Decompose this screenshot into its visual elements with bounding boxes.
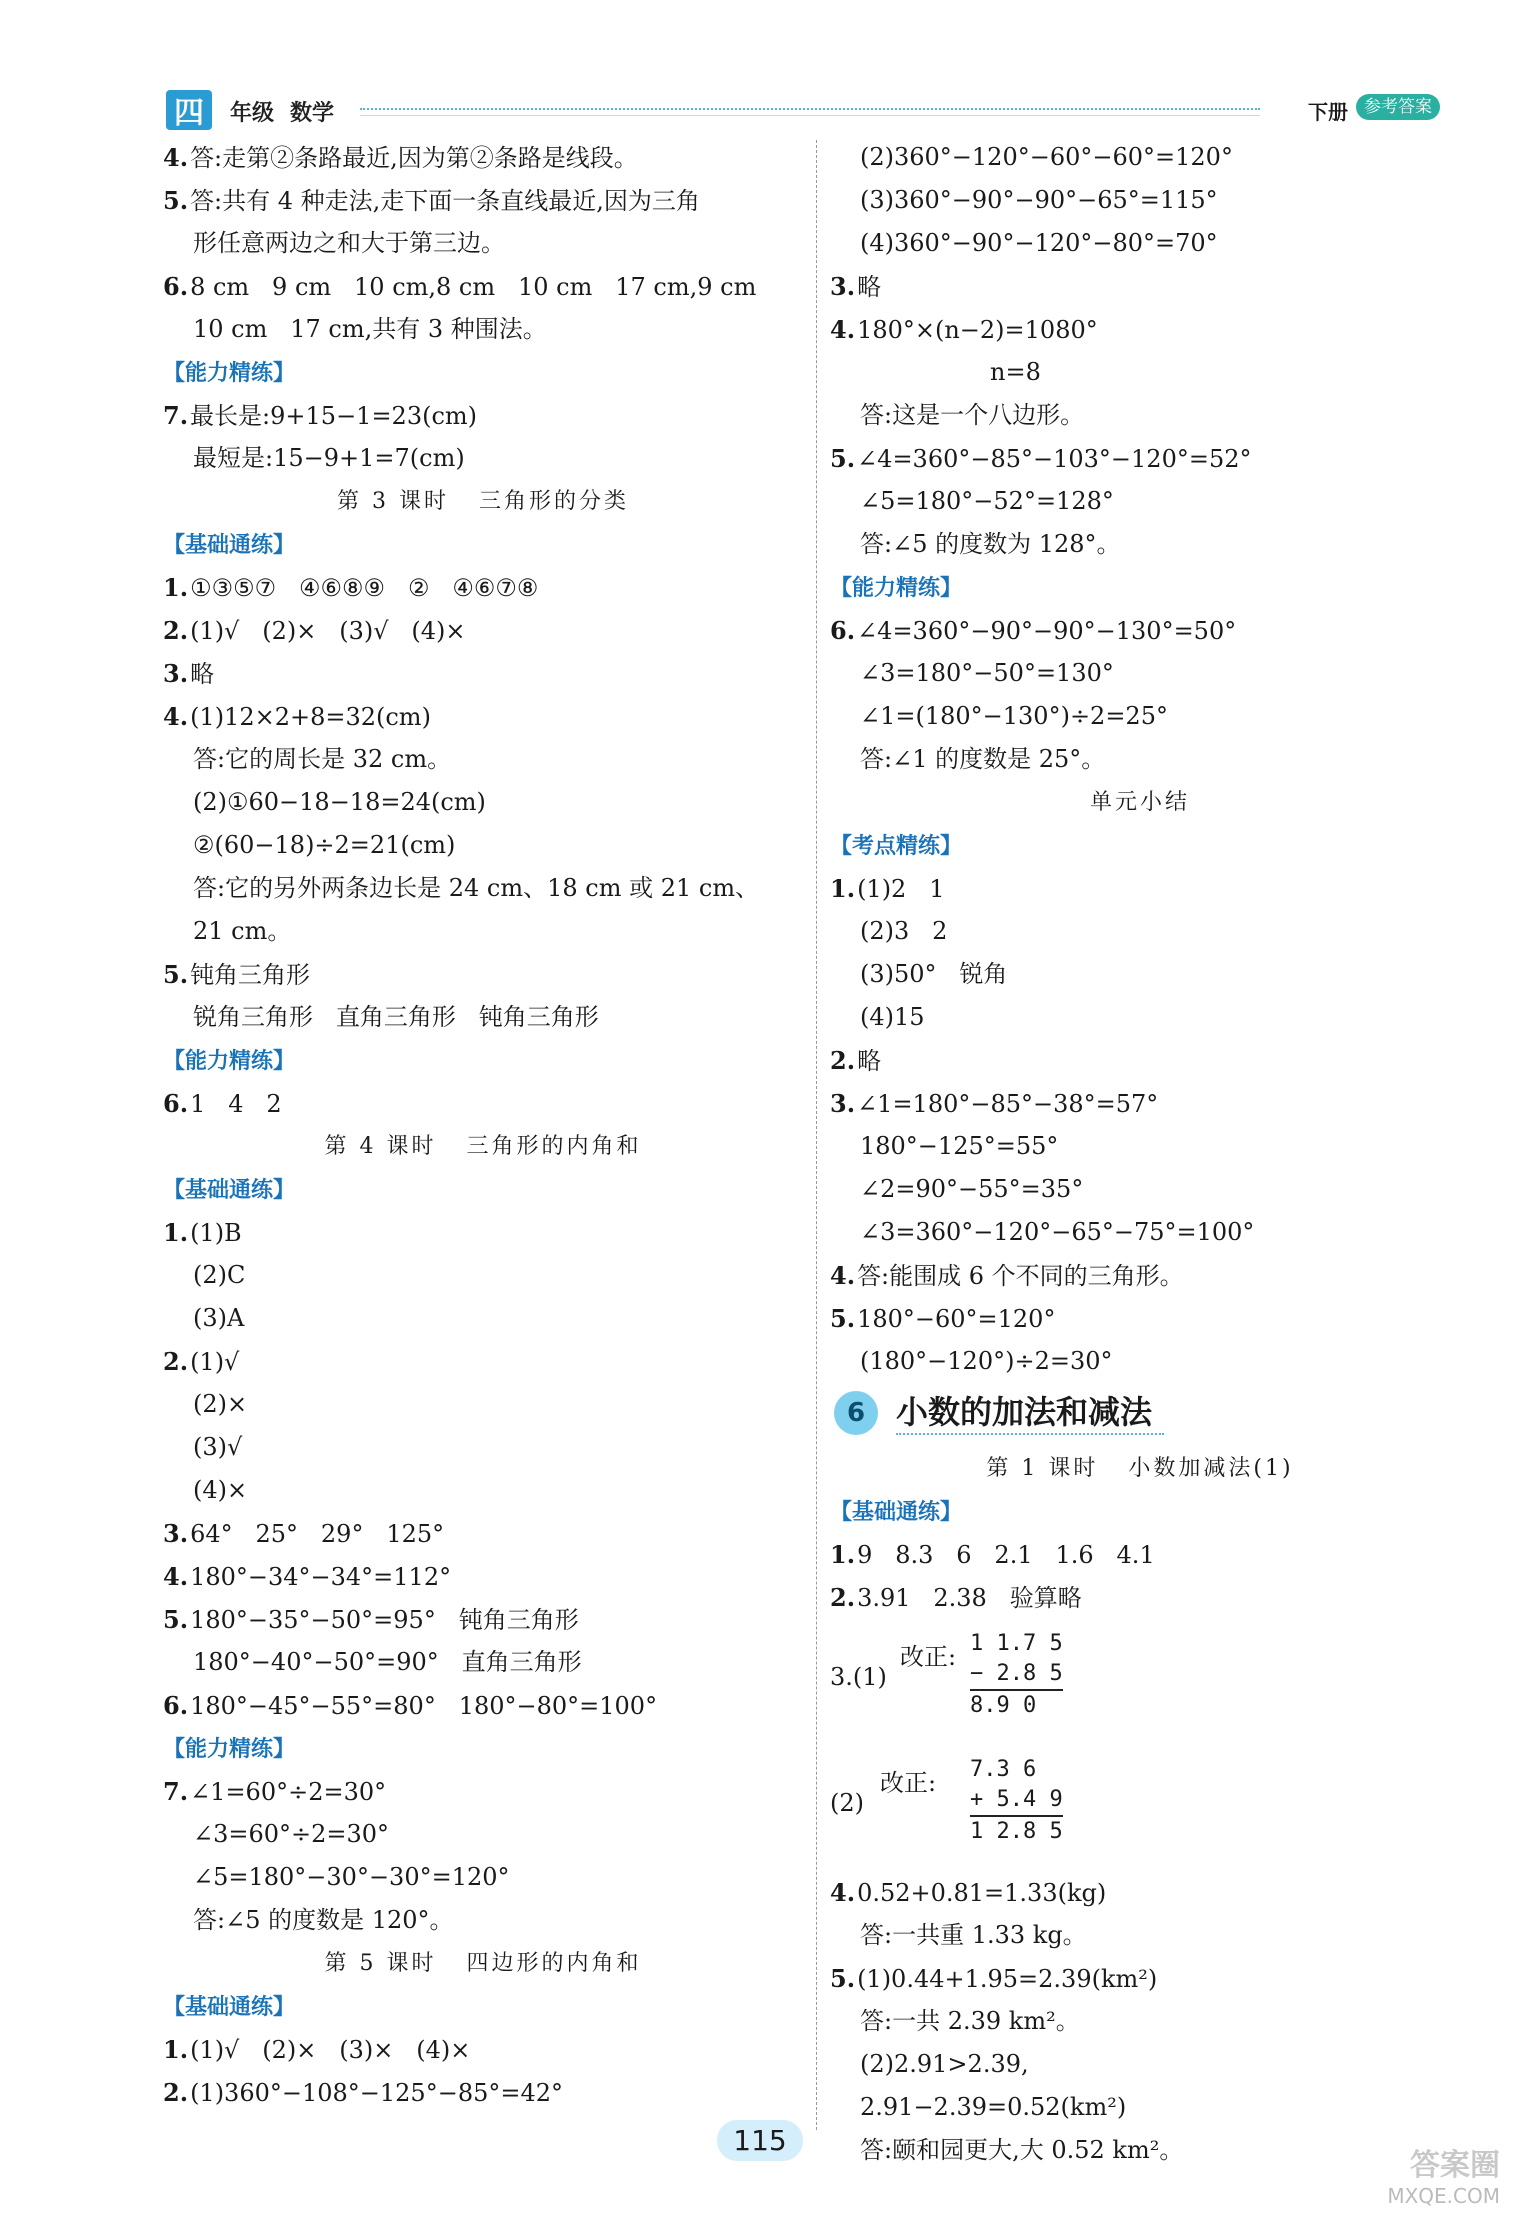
unit-title: 小数的加法和减法 [896,1387,1164,1435]
section-tag-label: 【能力精练】 [163,1737,296,1762]
page-header [160,88,1460,132]
answer-line [163,1211,803,1254]
right-column [830,136,1450,2172]
answer-line [830,1168,1450,1211]
question-number: 4. [163,702,189,731]
answer-line [163,1641,803,1684]
section-tag-label: 【考点精练】 [830,834,963,859]
answer-text: (1)B [190,1219,242,1247]
answer-text: 答:∠5 的度数为 128°。 [860,530,1121,558]
calc-result-row: 8.9 0 [970,1689,1063,1721]
answer-text: (3)360°−90°−90°−65°=115° [860,186,1218,214]
question-number: 5. [163,960,189,989]
answer-text: (2)2.91>2.39, [860,2050,1029,2078]
answer-text: 最长是:9+15−1=23(cm) [190,402,478,430]
answer-line [830,394,1450,437]
answer-text: 锐角三角形 直角三角形 钝角三角形 [193,1003,599,1031]
answer-text: 180°−60°=120° [857,1305,1056,1333]
answer-text: 21 cm。 [193,917,292,945]
answer-line [163,738,803,781]
answer-text: 答:它的另外两条边长是 24 cm、18 cm 或 21 cm、 [193,874,760,902]
calc-columns [970,1629,1063,1721]
section-tag [830,566,1450,609]
lesson-title: 第 4 课时 三角形的内角和 [324,1134,642,1159]
lesson-title: 第 3 课时 三角形的分类 [337,489,629,514]
question-number: 6. [163,1691,189,1720]
answer-text: 答:它的周长是 32 cm。 [193,745,452,773]
lesson-title: 第 5 课时 四边形的内角和 [324,1951,642,1976]
question-number: 2. [163,616,189,645]
question-number: 5. [830,444,856,473]
answer-line [163,609,803,652]
question-number: 2. [163,2078,189,2107]
answer-line [163,652,803,695]
header-divider [360,108,1260,110]
answer-line [163,1082,803,1125]
answer-text: (1)2 1 [857,875,945,903]
answer-line [830,1914,1450,1957]
calc-operand-row: − 2.8 5 [970,1661,1063,1686]
answer-line [830,1871,1450,1914]
answer-text: 答:一共重 1.33 kg。 [860,1921,1087,1949]
question-number: 4. [830,1878,856,1907]
right-top-section [830,136,1450,1383]
answer-text: 略 [857,273,882,301]
question-number: 4. [830,315,856,344]
answer-text: (3)A [193,1304,245,1332]
answer-text: ∠3=360°−120°−65°−75°=100° [860,1218,1255,1246]
answer-line [163,1297,803,1340]
question-number: 4. [163,143,189,172]
section-tag-label: 【能力精练】 [163,361,296,386]
answer-text: 答:共有 4 种走法,走下面一条直线最近,因为三角 [190,187,700,215]
answer-text: 180°−34°−34°=112° [190,1563,452,1591]
answer-line [830,2043,1450,2086]
answer-line [830,1254,1450,1297]
vertical-calculation [830,1745,1450,1871]
answer-text: n=8 [990,358,1041,386]
answer-line [163,1512,803,1555]
page-number: 115 [0,2124,1520,2157]
question-number: 4. [830,1261,856,1290]
answer-line [163,1684,803,1727]
answer-line [163,136,803,179]
answer-text: 答:∠1 的度数是 25°。 [860,745,1106,773]
answer-line [163,1383,803,1426]
answer-text: (4)360°−90°−120°−80°=70° [860,229,1218,257]
volume-label: 下册 [1308,100,1348,124]
answer-line [830,996,1450,1039]
section-tag [830,824,1450,867]
answer-text: ∠1=180°−85°−38°=57° [857,1090,1159,1118]
question-number: 5. [163,1605,189,1634]
question-number: 7. [163,401,189,430]
answer-text: 答:一共 2.39 km²。 [860,2007,1080,2035]
section-tag-label: 【基础通练】 [830,1500,963,1525]
header-divider-secondary [360,115,1260,116]
answer-text: (4)15 [860,1003,925,1031]
answer-text: ∠1=60°÷2=30° [190,1778,387,1806]
answer-text: 答:∠5 的度数是 120°。 [193,1906,454,1934]
answer-text: 180°−45°−55°=80° 180°−80°=100° [190,1692,658,1720]
answer-line [830,222,1450,265]
answer-text: 1 4 2 [190,1090,282,1118]
answer-line [163,1598,803,1641]
question-number: 7. [163,1777,189,1806]
answer-line [163,824,803,867]
answer-text: ②(60−18)÷2=21(cm) [193,831,456,859]
question-number: 2. [163,1347,189,1376]
answer-text: (2)360°−120°−60°−60°=120° [860,143,1233,171]
answer-text: 64° 25° 29° 125° [190,1520,445,1548]
question-number: 2. [830,1046,856,1075]
left-column [163,136,803,2114]
answer-line [830,308,1450,351]
answer-line [163,308,803,351]
question-number: 5. [830,1964,856,1993]
section-tag-label: 【基础通练】 [163,1995,296,2020]
answer-line [830,910,1450,953]
grade-label: 年级 [230,101,275,126]
section-tag [163,1985,803,2028]
vertical-calculations [830,1619,1450,1871]
answer-line [163,265,803,308]
answer-line [163,394,803,437]
answer-text: ∠2=90°−55°=35° [860,1175,1084,1203]
answer-text: 最短是:15−9+1=7(cm) [193,444,465,472]
answer-text: 答:走第②条路最近,因为第②条路是线段。 [190,144,638,172]
question-number: 5. [163,186,189,215]
answer-line [163,1254,803,1297]
answer-text: 180°×(n−2)=1080° [857,316,1098,344]
question-number: 3. [830,1089,856,1118]
answer-line [163,996,803,1039]
answer-text: (1)√ (2)× (3)× (4)× [190,2036,471,2064]
answer-line [830,738,1450,781]
answer-key-tag: 参考答案 [1356,94,1440,120]
answer-line [163,953,803,996]
question-number: 1. [830,1540,856,1569]
answer-line [163,695,803,738]
answer-text: 形任意两边之和大于第三边。 [193,229,505,257]
answer-line [830,351,1450,394]
answer-line [830,1039,1450,1082]
answer-text: ∠3=60°÷2=30° [193,1820,390,1848]
question-number: 5. [830,1304,856,1333]
answer-text: ∠4=360°−85°−103°−120°=52° [857,445,1252,473]
section-tag [163,351,803,394]
section-tag-label: 【能力精练】 [163,1049,296,1074]
correction-label: 改正: [900,1643,957,1671]
watermark [1330,2140,1500,2210]
question-number: 6. [830,616,856,645]
answer-text: 10 cm 17 cm,共有 3 种围法。 [193,315,547,343]
answer-text: 8 cm 9 cm 10 cm,8 cm 10 cm 17 cm,9 cm [190,273,757,301]
answer-text: ∠4=360°−90°−90°−130°=50° [857,617,1237,645]
answer-text: ∠5=180°−52°=128° [860,487,1114,515]
answer-text: ①③⑤⑦ ④⑥⑧⑨ ② ④⑥⑦⑧ [190,574,539,602]
answer-text: 180°−40°−50°=90° 直角三角形 [193,1648,582,1676]
answer-text: (2)①60−18−18=24(cm) [193,788,486,816]
answer-line [163,222,803,265]
section-tag-label: 【能力精练】 [830,576,963,601]
section-tag [163,1727,803,1770]
unit-number-badge: 6 [834,1391,878,1435]
answer-line [163,179,803,222]
answer-line [163,2071,803,2114]
calc-operand-row: + 5.4 9 [970,1787,1063,1812]
answer-line [830,1533,1450,1576]
answer-line [163,1770,803,1813]
answer-line [163,2028,803,2071]
answer-text: 180°−125°=55° [860,1132,1059,1160]
calc-operand-row: 1 1.7 5 [970,1631,1063,1656]
answer-line [830,2086,1450,2129]
answer-text: (180°−120°)÷2=30° [860,1347,1113,1375]
answer-line [830,1297,1450,1340]
answer-line [163,1469,803,1512]
answer-line [830,1125,1450,1168]
answer-text: 2.91−2.39=0.52(km²) [860,2093,1127,2121]
answer-text: 答:这是一个八边形。 [860,401,1085,429]
answer-text: 答:能围成 6 个不同的三角形。 [857,1262,1184,1290]
answer-line [163,1856,803,1899]
correction-label: 改正: [880,1769,937,1797]
section-tag [163,1168,803,1211]
answer-text: (1)√ (2)× (3)√ (4)× [190,617,466,645]
calc-columns [970,1755,1063,1847]
answer-line [830,609,1450,652]
calc-label: 3.(1) [830,1663,887,1691]
answer-text: (3)50° 锐角 [860,960,1008,988]
question-number: 3. [163,1519,189,1548]
answer-line [163,910,803,953]
answer-line [830,652,1450,695]
answer-line [830,437,1450,480]
right-bottom-pre-section [830,1447,1450,1619]
answer-line [830,2000,1450,2043]
lesson-title: 单元小结 [1089,790,1190,815]
answer-text: 略 [190,660,215,688]
calc-operand-row: 7.3 6 [970,1757,1037,1782]
calc-label: (2) [830,1789,864,1817]
answer-line [163,566,803,609]
answer-line [830,136,1450,179]
question-number: 1. [163,1218,189,1247]
answer-text: ∠3=180°−50°=130° [860,659,1114,687]
section-tag-label: 【基础通练】 [163,1178,296,1203]
answer-text: (1)360°−108°−125°−85°=42° [190,2079,563,2107]
answer-text: 答:颐和园更大,大 0.52 km²。 [860,2136,1184,2164]
answer-line [830,1340,1450,1383]
answer-text: (1)12×2+8=32(cm) [190,703,431,731]
question-number: 3. [830,272,856,301]
question-number: 1. [163,2035,189,2064]
answer-line [830,265,1450,308]
subject-label: 数学 [290,101,335,126]
unit-heading [830,1383,1450,1447]
calc-result-row: 1 2.8 5 [970,1815,1063,1847]
answer-line [163,1340,803,1383]
answer-line [830,1957,1450,2000]
answer-text: 9 8.3 6 2.1 1.6 4.1 [857,1541,1155,1569]
answer-line [163,781,803,824]
answer-text: (3)√ [193,1433,243,1461]
answer-line [830,1082,1450,1125]
question-number: 6. [163,272,189,301]
answer-line [163,1899,803,1942]
answer-line [830,1211,1450,1254]
section-tag [163,523,803,566]
answer-line [830,523,1450,566]
answer-text: 0.52+0.81=1.33(kg) [857,1879,1107,1907]
section-tag-label: 【基础通练】 [163,533,296,558]
grade-badge: 四 [166,90,212,130]
question-number: 3. [163,659,189,688]
answer-text: 180°−35°−50°=95° 钝角三角形 [190,1606,579,1634]
answer-text: (1)0.44+1.95=2.39(km²) [857,1965,1158,1993]
answer-text: (2)3 2 [860,917,948,945]
answer-line [163,1813,803,1856]
answer-line [163,437,803,480]
answer-text: ∠5=180°−30°−30°=120° [193,1863,510,1891]
answer-text: 3.91 2.38 验算略 [857,1584,1082,1612]
answer-line [163,867,803,910]
answer-line [830,867,1450,910]
answer-text: 钝角三角形 [190,961,311,989]
answer-line [830,695,1450,738]
lesson-title: 第 1 课时 小数加减法(1) [986,1456,1294,1481]
answer-line [830,953,1450,996]
answer-text: (2)C [193,1261,246,1289]
question-number: 4. [163,1562,189,1591]
answer-text: 略 [857,1047,882,1075]
answer-text: (2)× [193,1390,248,1418]
answer-line [830,179,1450,222]
answer-line [163,1426,803,1469]
column-divider [816,140,817,2130]
section-tag [163,1039,803,1082]
question-number: 6. [163,1089,189,1118]
section-tag [830,1490,1450,1533]
watermark-logo-text: 答案圈 [1410,2148,1500,2183]
answer-text: (4)× [193,1476,248,1504]
answer-line [830,480,1450,523]
vertical-calculation [830,1619,1450,1745]
answer-line [830,1576,1450,1619]
answer-text: ∠1=(180°−130°)÷2=25° [860,702,1168,730]
question-number: 1. [830,874,856,903]
answer-line [163,1555,803,1598]
question-number: 1. [163,573,189,602]
answer-text: (1)√ [190,1348,240,1376]
question-number: 2. [830,1583,856,1612]
watermark-url: MXQE.COM [1387,2184,1500,2208]
